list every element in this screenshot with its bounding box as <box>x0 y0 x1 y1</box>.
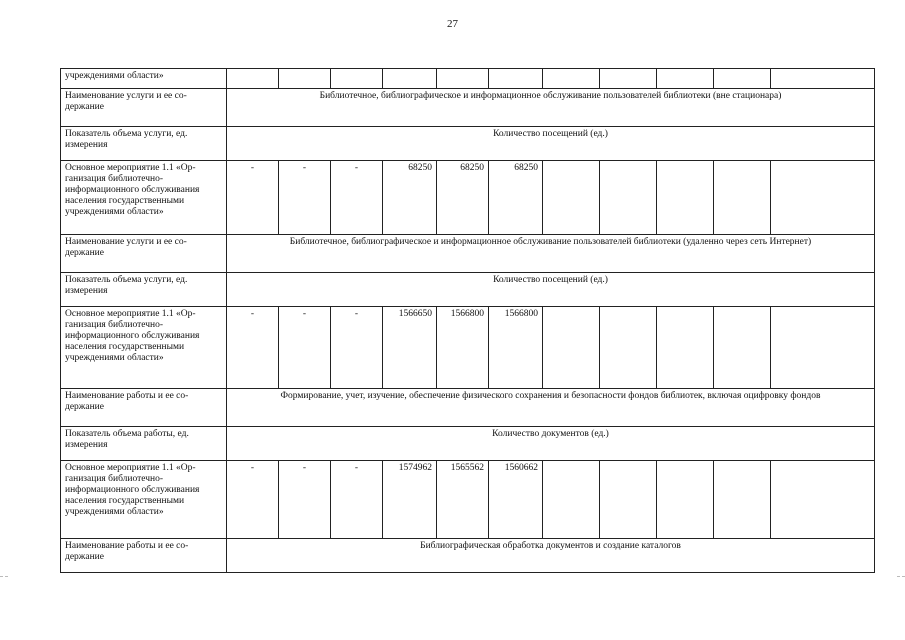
value-cell <box>489 69 543 89</box>
table-row-activity <box>61 69 875 89</box>
row-description: Библиотечное, библиографическое и информационное обслуживание пользователей библиотеки (удаленно через сеть Интернет) <box>227 235 875 273</box>
table-row-service <box>61 427 875 461</box>
value-cell <box>437 69 489 89</box>
value-cell <box>543 161 600 235</box>
row-label: Показатель объема работы, ед. измерения <box>61 427 227 461</box>
scan-edge-mark-left <box>0 576 8 577</box>
row-label: Показатель объема услуги, ед. измерения <box>61 127 227 161</box>
value-cell <box>657 307 714 389</box>
value-cell <box>600 307 657 389</box>
value-cell <box>227 69 279 89</box>
table-row-service <box>61 273 875 307</box>
row-description: Библиотечное, библиографическое и информационное обслуживание пользователей библиотеки (вне стационара) <box>227 89 875 127</box>
table-row-service <box>61 89 875 127</box>
value-cell <box>657 461 714 539</box>
value-cell <box>543 69 600 89</box>
row-label: Основное мероприятие 1.1 «Ор-ганизация библиотечно-информационного обслуживания населения государственными учреждениями области» <box>61 461 227 539</box>
value-cell <box>657 161 714 235</box>
table-row-service <box>61 235 875 273</box>
scan-edge-mark-right <box>897 576 905 577</box>
row-description: Количество посещений (ед.) <box>227 127 875 161</box>
value-cell: 68250 <box>437 161 489 235</box>
page-number: 27 <box>447 18 458 30</box>
value-cell <box>600 461 657 539</box>
value-cell: - <box>279 461 331 539</box>
value-cell <box>543 461 600 539</box>
value-cell <box>543 307 600 389</box>
row-label: Наименование работы и ее со-держание <box>61 389 227 427</box>
value-cell <box>657 69 714 89</box>
value-cell: - <box>227 161 279 235</box>
value-cell: - <box>279 161 331 235</box>
value-cell <box>714 161 771 235</box>
table-row-service <box>61 539 875 573</box>
value-cell: 1565562 <box>437 461 489 539</box>
value-cell <box>771 161 875 235</box>
row-label: учреждениями области» <box>61 69 227 89</box>
row-label: Основное мероприятие 1.1 «Ор-ганизация библиотечно-информационного обслуживания населения государственными учреждениями области» <box>61 307 227 389</box>
value-cell: 1566800 <box>437 307 489 389</box>
row-description: Количество документов (ед.) <box>227 427 875 461</box>
value-cell <box>714 69 771 89</box>
row-label: Показатель объема услуги, ед. измерения <box>61 273 227 307</box>
value-cell <box>331 69 383 89</box>
row-label: Наименование услуги и ее со-держание <box>61 235 227 273</box>
row-description: Количество посещений (ед.) <box>227 273 875 307</box>
table-row-activity <box>61 161 875 235</box>
table-body <box>61 69 875 573</box>
row-description: Библиографическая обработка документов и создание каталогов <box>227 539 875 573</box>
value-cell: - <box>331 461 383 539</box>
value-cell: - <box>331 161 383 235</box>
row-description: Формирование, учет, изучение, обеспечение физического сохранения и безопасности фондов библиотек, включая оцифровку фондов <box>227 389 875 427</box>
value-cell: - <box>279 307 331 389</box>
value-cell: 1566800 <box>489 307 543 389</box>
value-cell: 1566650 <box>383 307 437 389</box>
value-cell: - <box>227 461 279 539</box>
value-cell <box>771 307 875 389</box>
value-cell: - <box>331 307 383 389</box>
row-label: Основное мероприятие 1.1 «Ор-ганизация библиотечно-информационного обслуживания населения государственными учреждениями области» <box>61 161 227 235</box>
value-cell <box>771 461 875 539</box>
value-cell: 68250 <box>489 161 543 235</box>
value-cell: 68250 <box>383 161 437 235</box>
value-cell <box>771 69 875 89</box>
row-label: Наименование услуги и ее со-держание <box>61 89 227 127</box>
value-cell <box>279 69 331 89</box>
budget-table <box>60 68 875 573</box>
value-cell <box>714 461 771 539</box>
value-cell <box>600 69 657 89</box>
table-row-activity <box>61 461 875 539</box>
table-row-service <box>61 127 875 161</box>
value-cell: - <box>227 307 279 389</box>
value-cell: 1560662 <box>489 461 543 539</box>
table-row-activity <box>61 307 875 389</box>
value-cell <box>714 307 771 389</box>
value-cell: 1574962 <box>383 461 437 539</box>
row-label: Наименование работы и ее со-держание <box>61 539 227 573</box>
value-cell <box>600 161 657 235</box>
table-row-service <box>61 389 875 427</box>
value-cell <box>383 69 437 89</box>
